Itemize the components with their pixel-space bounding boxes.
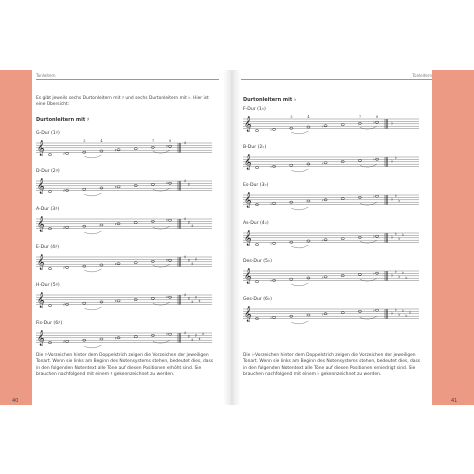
music-staff xyxy=(36,175,214,201)
running-head-left: Tonleitern xyxy=(36,73,56,78)
flat-icon: ♭ xyxy=(391,197,394,203)
half-step-slur xyxy=(84,231,101,234)
header-rule xyxy=(36,79,219,80)
accidental-icon: ♭ xyxy=(270,163,273,169)
accidental-icon: ♭ xyxy=(321,123,324,129)
note-head xyxy=(83,265,86,267)
note-head xyxy=(168,333,171,335)
music-staff xyxy=(243,303,421,329)
sharp-icon: ♯ xyxy=(187,335,190,341)
flat-icon: ♭ xyxy=(394,194,397,199)
sharp-icon: ♯ xyxy=(202,332,205,338)
right-margin-tab xyxy=(432,70,474,405)
accidental-icon: ♭ xyxy=(321,160,324,166)
note-head xyxy=(151,146,154,148)
treble-clef-icon: 𝄞 xyxy=(37,179,45,194)
music-staff xyxy=(243,265,421,291)
flat-icon: ♭ xyxy=(405,276,408,281)
note-head xyxy=(83,151,86,153)
flat-icon: ♭ xyxy=(394,308,397,313)
scale-label: D-Dur (2♯) xyxy=(36,169,60,174)
note-head xyxy=(114,184,120,190)
note-head xyxy=(290,241,293,243)
step-number: 3 xyxy=(290,115,293,119)
accidental-icon: ♯ xyxy=(114,147,117,153)
accidental-icon: ♯ xyxy=(114,221,117,227)
half-step-slur xyxy=(291,169,308,172)
half-step-slur xyxy=(291,207,308,210)
sharp-icon: ♯ xyxy=(194,295,198,301)
note-head xyxy=(255,167,258,169)
note-head xyxy=(358,122,361,124)
accidental-icon: ♯ xyxy=(114,298,117,304)
sharp-icon: ♯ xyxy=(187,259,190,265)
page-number-left: 40 xyxy=(12,398,19,404)
scale-label: Es-Dur (3♭) xyxy=(243,183,269,188)
treble-clef-icon: 𝄞 xyxy=(37,255,45,270)
music-staff xyxy=(243,151,421,177)
note-head xyxy=(114,298,120,304)
left-page xyxy=(12,70,223,405)
music-staff xyxy=(36,213,214,239)
accidental-icon: ♭ xyxy=(373,307,375,313)
sharp-icon: ♯ xyxy=(198,337,201,343)
accidental-icon: ♯ xyxy=(63,338,66,344)
note-head xyxy=(273,165,276,167)
accidental-icon: ♯ xyxy=(114,261,117,267)
book-spread xyxy=(0,70,474,405)
step-number: 7 xyxy=(358,115,362,119)
scale-label: E-Dur (4♯) xyxy=(36,245,60,250)
note-head xyxy=(134,336,137,338)
treble-clef-icon: 𝄞 xyxy=(244,193,252,208)
half-step-slur xyxy=(84,269,101,272)
accidental-icon: ♯ xyxy=(114,335,117,341)
note-head xyxy=(358,236,361,238)
note-head xyxy=(100,224,103,226)
music-staff xyxy=(36,327,214,353)
left-margin-tab xyxy=(0,70,32,405)
treble-clef-icon: 𝄞 xyxy=(37,217,45,232)
note-head xyxy=(151,297,154,299)
note-head xyxy=(168,219,171,221)
flat-icon: ♭ xyxy=(401,271,404,277)
music-staff xyxy=(243,227,421,253)
music-staff xyxy=(243,113,421,139)
flat-icon: ♭ xyxy=(391,311,394,317)
accidental-icon: ♯ xyxy=(63,264,66,270)
flat-icon: ♭ xyxy=(405,314,408,319)
treble-clef-icon: 𝄞 xyxy=(244,307,252,322)
scale-label: As-Dur (4♭) xyxy=(243,221,269,226)
note-head xyxy=(321,123,327,129)
accidental-icon: ♯ xyxy=(63,301,66,307)
header-rule xyxy=(241,79,432,80)
note-head xyxy=(375,195,378,197)
note-head xyxy=(83,188,86,190)
flat-icon: ♭ xyxy=(398,312,401,318)
note-head xyxy=(48,154,51,156)
sharp-icon: ♯ xyxy=(191,262,194,268)
step-number: 4 xyxy=(100,139,103,143)
flat-icon: ♭ xyxy=(398,274,401,280)
note-head xyxy=(273,316,276,318)
half-step-slur xyxy=(291,131,308,134)
flat-icon: ♭ xyxy=(398,236,401,242)
sharp-icon: ♯ xyxy=(194,333,198,339)
footer-text-flats: Die ♭-Vorzeichen hinter dem Doppelstrich zeigen die Vorzeichen der jeweiligen Tonart. Wenn sie links am Beginn des Notensystems stehen, bedeutet dies, dass in den folgenden Notentext alle Töne auf diesen Positionen erniedrigt sind. Sie brauchen nachfolgend mit einem ♭ gekennzeichnet zu werden. xyxy=(243,353,421,378)
sharp-icon: ♯ xyxy=(184,217,187,223)
sharp-icon: ♯ xyxy=(187,221,190,227)
sharp-icon: ♯ xyxy=(184,255,187,261)
note-head xyxy=(48,191,51,193)
scale-label: Ges-Dur (6♭) xyxy=(243,297,272,302)
accidental-icon: ♭ xyxy=(373,119,375,125)
note-head xyxy=(358,273,361,275)
sharp-icon: ♯ xyxy=(191,300,194,306)
half-step-slur xyxy=(291,245,308,248)
note-head xyxy=(290,278,293,280)
flat-icon: ♭ xyxy=(394,156,397,161)
note-head xyxy=(66,340,69,342)
note-head xyxy=(307,314,310,316)
flat-icon: ♭ xyxy=(409,310,412,316)
note-head xyxy=(134,222,137,224)
accidental-icon: ♭ xyxy=(373,233,375,239)
accidental-icon: ♯ xyxy=(63,150,66,156)
flat-icon: ♭ xyxy=(391,235,394,241)
treble-clef-icon: 𝄞 xyxy=(37,331,45,346)
accidental-icon: ♭ xyxy=(373,156,375,162)
note-head xyxy=(83,302,86,304)
accidental-icon: ♭ xyxy=(373,193,375,199)
accidental-icon: ♯ xyxy=(166,331,168,337)
note-head xyxy=(151,260,154,262)
book-gutter xyxy=(223,70,241,405)
note-head xyxy=(341,312,344,314)
note-head xyxy=(255,244,258,246)
note-head xyxy=(66,226,69,228)
running-head-right: Tonleitern xyxy=(412,73,432,78)
scale-label: A-Dur (3♯) xyxy=(36,207,60,212)
treble-clef-icon: 𝄞 xyxy=(37,141,45,156)
footer-text-sharps: Die ♯-Vorzeichen hinter dem Doppelstrich zeigen die Vorzeichen der jeweiligen Tonart. Wenn sie links am Beginn des Notensystems stehen, bedeutet dies, dass in den folgenden Notentext alle Töne auf diesen Positionen erhöht sind. Sie brauchen nachfolgend mit einem ♯ gekennzeichnet zu werden. xyxy=(36,353,214,378)
scale-label: Des-Dur (5♭) xyxy=(243,259,272,264)
treble-clef-icon: 𝄞 xyxy=(37,293,45,308)
half-step-slur xyxy=(84,307,101,310)
note-head xyxy=(273,202,276,204)
step-number: 7 xyxy=(151,139,155,143)
section-title-flats: Durtonleitern mit ♭ xyxy=(243,97,297,103)
right-page xyxy=(241,70,458,405)
accidental-icon: ♯ xyxy=(166,180,168,186)
scale-label: F-Dur (1♭) xyxy=(243,107,266,112)
sharp-icon: ♯ xyxy=(198,299,201,305)
note-head xyxy=(358,159,361,161)
accidental-icon: ♭ xyxy=(321,197,324,203)
sharp-icon: ♯ xyxy=(191,224,194,230)
sharp-icon: ♯ xyxy=(184,179,187,185)
sharp-icon: ♯ xyxy=(191,338,194,344)
flat-icon: ♭ xyxy=(391,159,394,165)
scale-label: Fis-Dur (6♯) xyxy=(36,321,63,326)
note-head xyxy=(66,303,69,305)
accidental-icon: ♭ xyxy=(373,270,375,276)
flat-icon: ♭ xyxy=(401,309,404,315)
note-head xyxy=(290,164,293,166)
accidental-icon: ♭ xyxy=(270,126,273,132)
note-head xyxy=(273,279,276,281)
note-head xyxy=(307,200,310,202)
accidental-icon: ♭ xyxy=(270,200,273,206)
step-number: 8 xyxy=(376,115,379,119)
note-head xyxy=(321,160,327,166)
note-head xyxy=(341,198,344,200)
music-staff xyxy=(36,137,214,163)
accidental-icon: ♯ xyxy=(166,257,168,263)
accidental-icon: ♭ xyxy=(270,277,273,283)
half-step-slur xyxy=(84,155,101,158)
note-head xyxy=(66,189,69,191)
half-step-slur xyxy=(291,283,308,286)
accidental-icon: ♭ xyxy=(321,311,324,317)
half-step-slur xyxy=(84,193,101,196)
accidental-icon: ♯ xyxy=(114,184,117,190)
note-head xyxy=(48,305,51,307)
music-staff xyxy=(36,251,214,277)
accidental-icon: ♯ xyxy=(166,217,168,223)
note-head xyxy=(114,147,120,153)
music-staff xyxy=(36,289,214,315)
treble-clef-icon: 𝄞 xyxy=(244,269,252,284)
flat-icon: ♭ xyxy=(401,233,404,239)
page-number-right: 41 xyxy=(451,398,458,404)
step-number: 4 xyxy=(307,115,310,119)
accidental-icon: ♯ xyxy=(63,187,66,193)
flat-icon: ♭ xyxy=(394,232,397,237)
note-head xyxy=(290,127,293,129)
note-head xyxy=(48,268,51,270)
note-head xyxy=(151,183,154,185)
flat-icon: ♭ xyxy=(391,121,394,127)
sharp-icon: ♯ xyxy=(184,141,187,147)
accidental-icon: ♯ xyxy=(166,294,168,300)
music-staff xyxy=(243,189,421,215)
treble-clef-icon: 𝄞 xyxy=(244,231,252,246)
treble-clef-icon: 𝄞 xyxy=(244,117,252,132)
accidental-icon: ♭ xyxy=(321,237,324,243)
sharp-icon: ♯ xyxy=(187,183,190,189)
note-head xyxy=(100,338,103,340)
accidental-icon: ♯ xyxy=(166,143,168,149)
scale-label: G-Dur (1♯) xyxy=(36,131,60,136)
accidental-icon: ♭ xyxy=(321,274,324,280)
section-title-sharps: Durtonleitern mit ♯ xyxy=(36,117,90,123)
intro-text: Es gibt jeweils sechs Durtonleitern mit ♯ und sechs Durtonleitern mit ♭. Hier ist eine Übersicht: xyxy=(36,96,209,108)
note-head xyxy=(375,309,378,311)
note-head xyxy=(321,274,327,280)
sharp-icon: ♯ xyxy=(184,293,187,299)
accidental-icon: ♭ xyxy=(270,240,273,246)
step-number: 8 xyxy=(169,139,172,143)
sharp-icon: ♯ xyxy=(184,331,187,337)
accidental-icon: ♭ xyxy=(270,314,273,320)
note-head xyxy=(255,130,258,132)
flat-icon: ♭ xyxy=(394,270,397,275)
flat-icon: ♭ xyxy=(398,198,401,204)
treble-clef-icon: 𝄞 xyxy=(244,155,252,170)
scale-label: B-Dur (2♭) xyxy=(243,145,267,150)
step-number: 3 xyxy=(83,139,86,143)
half-step-slur xyxy=(84,345,101,348)
half-step-slur xyxy=(291,321,308,324)
scale-label: H-Dur (5♯) xyxy=(36,283,60,288)
sharp-icon: ♯ xyxy=(194,257,198,263)
note-head xyxy=(321,237,327,243)
flat-icon: ♭ xyxy=(391,273,394,279)
sharp-icon: ♯ xyxy=(187,297,190,303)
note-head xyxy=(114,261,120,267)
accidental-icon: ♯ xyxy=(63,224,66,230)
note-head xyxy=(255,281,258,283)
